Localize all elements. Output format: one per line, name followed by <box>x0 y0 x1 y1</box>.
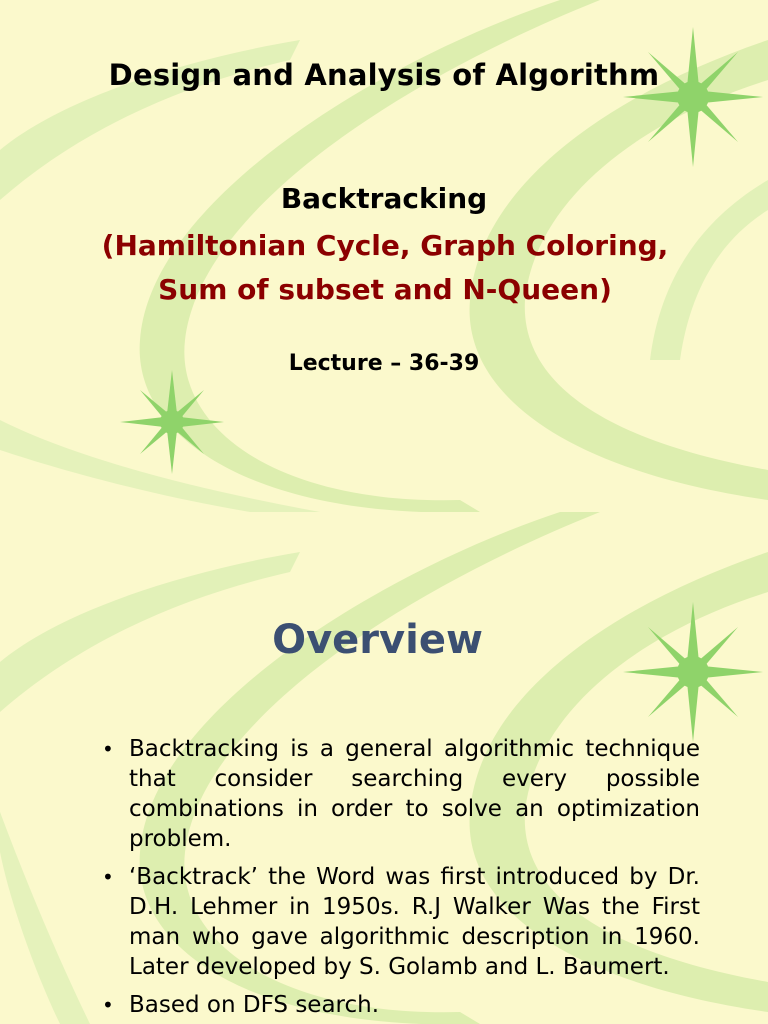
list-item: • ‘Backtrack’ the Word was first introduced by Dr. D.H. Lehmer in 1950s. R.J Walker Was the First man who gave algorithmic description in 1960. Later developed by S. Golamb and L. Baumert. <box>102 864 700 980</box>
topic-title: Backtracking <box>280 182 488 215</box>
bullet-icon: • <box>102 737 114 761</box>
lecture-number: Lecture – 36-39 <box>288 351 480 376</box>
overview-heading: Overview <box>272 617 483 663</box>
list-item: • Backtracking is a general algorithmic technique that consider searching every possible combinations in order to solve an optimization problem. <box>102 736 700 852</box>
overview-bullet-list <box>100 734 700 1024</box>
bullet-icon: • <box>102 865 114 889</box>
subtopics-line-2: Sum of subset and N-Queen) <box>158 273 612 306</box>
overview-slide <box>0 512 768 1024</box>
star-icon <box>120 370 224 474</box>
course-title: Design and Analysis of Algorithm <box>108 58 660 92</box>
bullet-icon: • <box>102 993 114 1017</box>
list-item: • Based on DFS search. <box>102 992 380 1018</box>
subtopics-line-1: (Hamiltonian Cycle, Graph Coloring, <box>101 229 669 262</box>
star-icon <box>623 27 763 167</box>
subtopics <box>80 224 690 312</box>
